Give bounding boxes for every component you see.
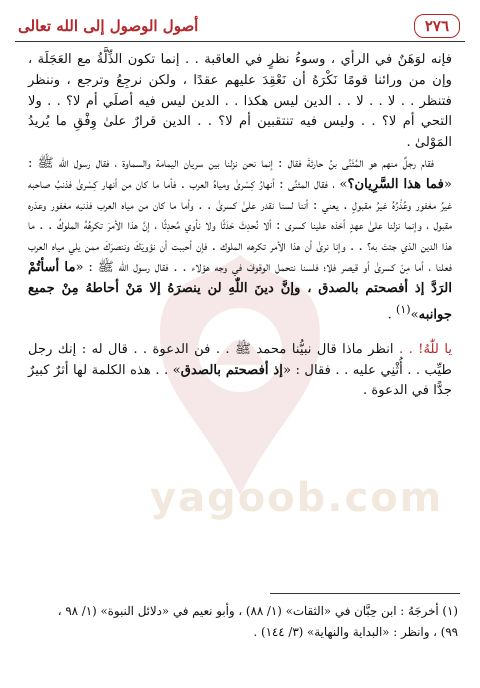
paragraph-3-part-2: » . . هذه الكلمة لها أثرٌ كبيرٌ جدًّا في الدعوة . [28,362,452,399]
paragraph-3-part-1: انظر ماذا قال نبيُّنا محمد ﷺ . . فن الدعوة . . قال له : إنك رجل طيِّب . . أُثْنِي عليه . . فقال : « [28,341,452,378]
main-text [28,50,452,402]
hadith-quote-3: إذ أفصحتم بالصدق [180,362,283,378]
header-divider [15,41,465,42]
hadith-quote-1: فما هذا السَّرِيان؟ [347,176,444,192]
paragraph-3 [28,340,452,402]
paragraph-2-part-1: فقام رجلٌ منهم هو المُثَنَّى بنُ حارثةَ فقال : إنما نحن نزلنا بين سريان اليمامة والسماوة ، فقال رسول الله ﷺ : « [28,155,452,192]
running-title: أصول الوصول إلى الله تعالى [18,17,199,35]
paragraph-gap [28,326,452,340]
paragraph-1: فإنه لوَهَنٌ في الرأي ، وسوءُ نظرٍ في العاقبة . . إنما تكون الذِّلَّةُ مع العَجَلَة ، وإن من ورائنا قومًا نَكْرَهُ أن نَعْقِدَ عليهم عقدًا ، ولكن نرجِعُ وترجع ، وننظر فتنظر . . لا . . لا . . الدين ليس هكذا . . الدين ليس فيه أصلَي أم لا؟ . . ولا التحي أم لا؟ . . وليس فيه تنتقبين أم لا؟ . . الدين قرارٌ علىٰ وِفْقِ ما يُريدُ المَوْلىٰ . [28,52,452,151]
paragraph-2-part-3: » [410,306,419,322]
watermark-text: yagoob.com [150,475,444,521]
footnote [24,601,458,643]
page-header [10,12,470,40]
page-number: ٢٧٦ [414,14,460,38]
paragraph-2 [28,154,452,326]
paragraph-2-part-2: » ، فقال المثنَّى : أنهارُ كِسْرىٰ ومياهُ العرب . فأما ما كان من أنهار كِسْرىٰ فذنبُ صاحبه غيرُ مغفور وعُذْرُهُ غيرُ مقبولٍ . يعني : أننا لسنا نقدر علىٰ كسرىٰ . . وأما ما كان من مياه العرب فذنبه مغفور وعذره مقبول ، وإنما نزلنا علىٰ عهدٍ أخذه علينا كسرى : ألا نُحدِثَ حَدَثًا ولا نأوي مُحدِثًا ، إنَّ هذا الأمرَ تكرهُهُ الملوكُ . . ما هذا الدين الذي جئتَ به؟ . . وإنا نرىٰ أن هذا الأمر تكرهه الملوك . فإن أحببت أن نؤويَكَ وننصرَكَ ممن يلي مياه العرب فعلنا ، أما مِنْ كسرىٰ أو قيصر فلا؛ فلسنا نتحمل الوقوفَ في وجه هؤلاء . . فقال رسول الله ﷺ : « [28,176,452,275]
footnote-reference[interactable]: (١) [396,302,411,316]
footnote-divider [270,593,460,594]
exclamation: يا للّٰهُ! . . [399,341,453,357]
hadith-quote-2: ما أسأتُمْ الرَدَّ إذ أفصحتم بالصدق ، وإنَّ دينَ اللّٰهِ لن ينصرَهُ إلا مَنْ أحاطهُ مِنْ جميع جوانبه [28,259,452,322]
footnote-line-1: (١) أخرجَهُ : ابن حِبَّان في «الثقات» (١/ ٨٨) ، وأبو نعيم في «دلائل النبوة» (١/ ٩٨ ، [57,604,458,618]
footnote-line-2: ٩٩) ، وانظر : «البداية والنهاية» (٣/ ١٤٤) . [253,625,458,639]
paragraph-2-part-4: . [387,306,397,322]
